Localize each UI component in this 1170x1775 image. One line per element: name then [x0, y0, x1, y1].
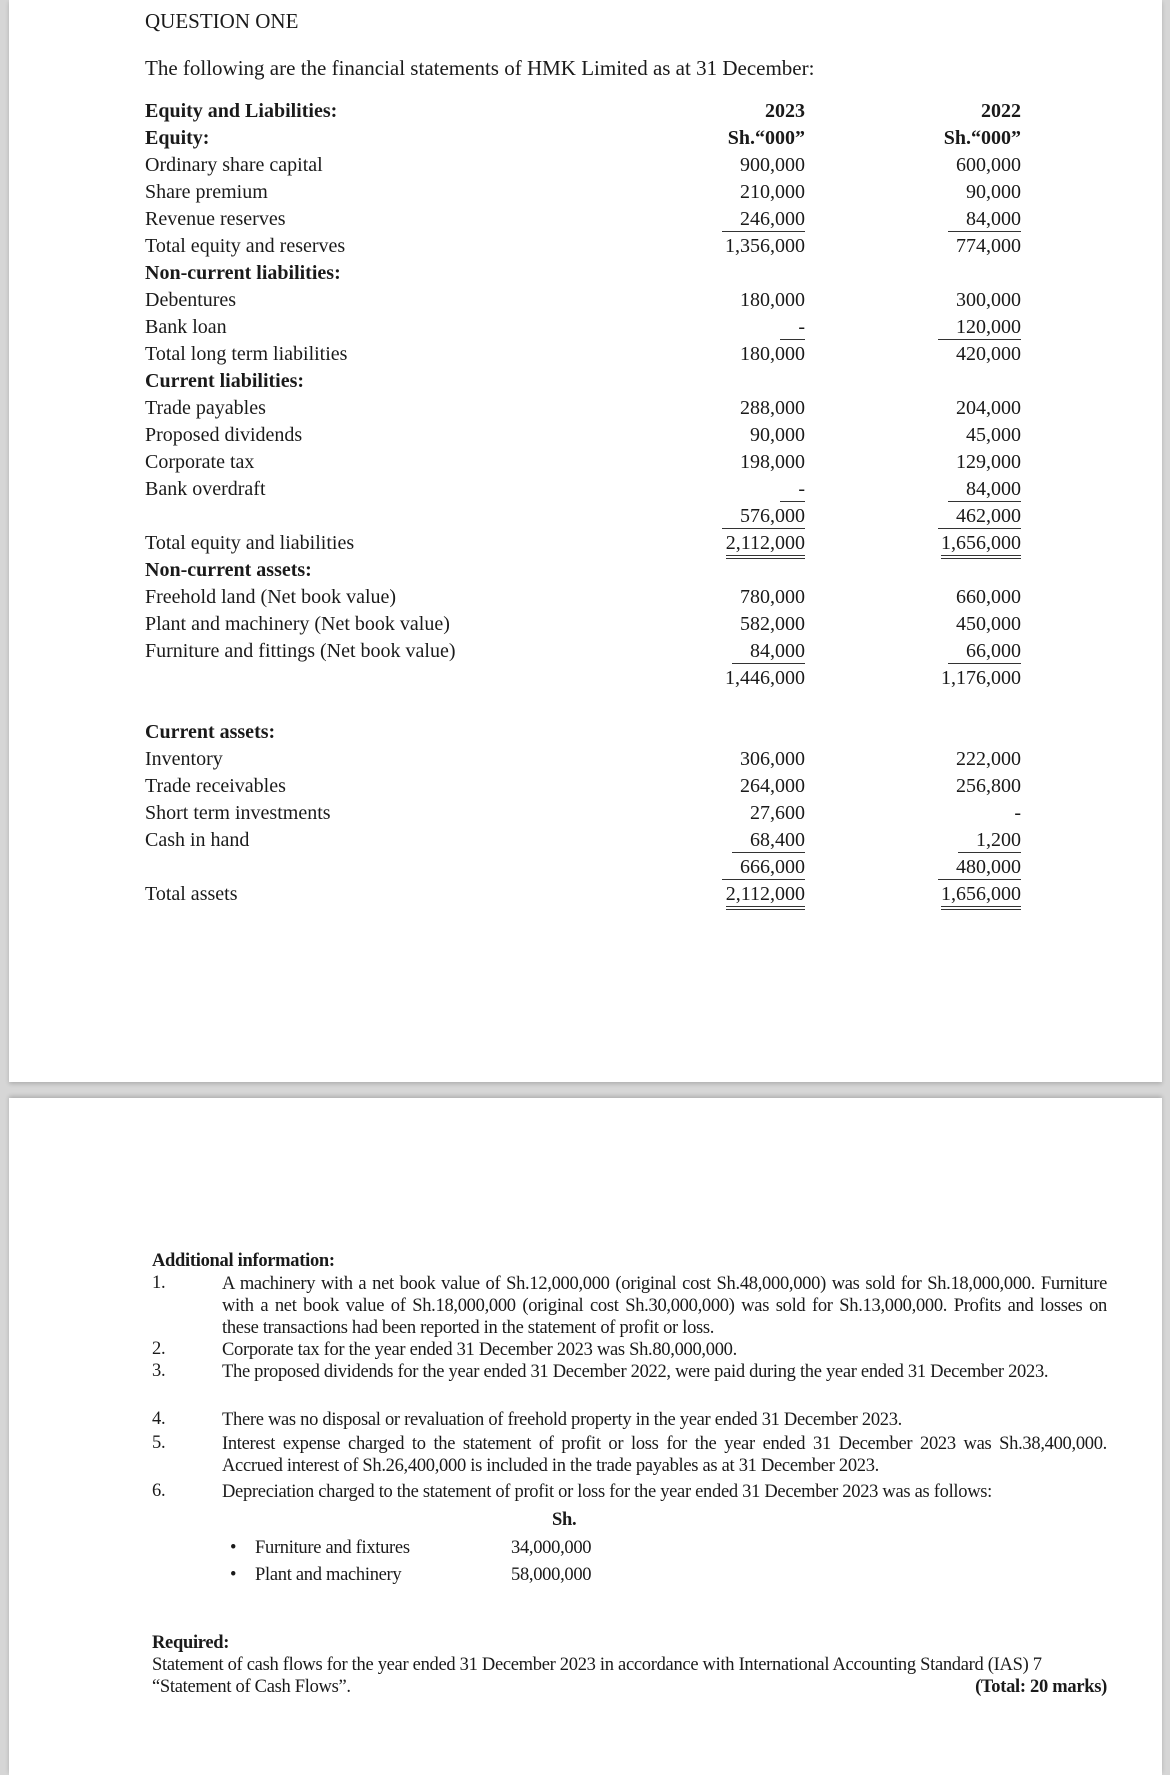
value-2023: 2,112,000: [726, 532, 805, 559]
statement-row: [9, 586, 1162, 613]
value-2022: Sh.“000”: [943, 127, 1021, 149]
statement-row: [9, 154, 1162, 181]
document-page-1: [9, 0, 1162, 1082]
statement-row: [9, 343, 1162, 370]
value-2022: 1,656,000: [941, 883, 1021, 910]
statement-header-row: [9, 100, 1162, 127]
value-2022: 1,176,000: [941, 667, 1021, 689]
row-label: Current liabilities:: [145, 370, 305, 392]
row-label: Corporate tax: [145, 451, 255, 473]
statement-row: [9, 181, 1162, 208]
value-2022: 84,000: [948, 208, 1021, 232]
row-label: Equity and Liabilities:: [145, 100, 338, 122]
bullet-icon: •: [230, 1565, 237, 1585]
row-label: Short term investments: [145, 802, 331, 824]
depreciation-value: 34,000,000: [511, 1538, 592, 1558]
value-2023: 2,112,000: [726, 883, 805, 910]
value-2023: 180,000: [740, 289, 805, 311]
value-2023: 576,000: [722, 505, 805, 529]
value-2022: 300,000: [956, 289, 1021, 311]
statement-row: [9, 694, 1162, 721]
row-label: Bank overdraft: [145, 478, 266, 500]
intro-text: The following are the financial statements of HMK Limited as at 31 December:: [145, 56, 815, 80]
statement-row: [9, 478, 1162, 505]
value-2023: 68,400: [732, 829, 805, 853]
row-label: Total equity and reserves: [145, 235, 346, 257]
statement-row: [9, 505, 1162, 532]
value-2023: 27,600: [750, 802, 805, 824]
total-marks: (Total: 20 marks): [975, 1677, 1107, 1697]
row-label: Bank loan: [145, 316, 227, 338]
row-label: Current assets:: [145, 721, 276, 743]
statement-row: [9, 316, 1162, 343]
statement-row: [9, 883, 1162, 910]
value-2023: 246,000: [722, 208, 805, 232]
value-2023: 582,000: [740, 613, 805, 635]
depreciation-header: Sh.: [552, 1510, 577, 1530]
depreciation-label: Furniture and fixtures: [255, 1538, 410, 1558]
row-label: Furniture and fittings (Net book value): [145, 640, 456, 662]
value-2022: 774,000: [956, 235, 1021, 257]
info-item-number: 1.: [152, 1273, 166, 1293]
value-2022: 120,000: [938, 316, 1021, 340]
value-2022: 256,800: [956, 775, 1021, 797]
row-label: Total assets: [145, 883, 238, 905]
row-label: Debentures: [145, 289, 237, 311]
value-2022: -: [1014, 802, 1021, 824]
value-2022: 2022: [981, 100, 1021, 122]
value-2023: 84,000: [732, 640, 805, 664]
row-label: Trade receivables: [145, 775, 286, 797]
info-item-text: Corporate tax for the year ended 31 December 2023 was Sh.80,000,000.: [222, 1340, 737, 1360]
value-2022: 480,000: [938, 856, 1021, 880]
value-2023: 780,000: [740, 586, 805, 608]
value-2022: 1,656,000: [941, 532, 1021, 559]
value-2023: 264,000: [740, 775, 805, 797]
value-2023: 1,356,000: [725, 235, 805, 257]
statement-row: [9, 397, 1162, 424]
statement-row: [9, 802, 1162, 829]
statement-row: [9, 451, 1162, 478]
statement-row: [9, 775, 1162, 802]
value-2022: 84,000: [948, 478, 1021, 502]
row-label: Share premium: [145, 181, 268, 203]
value-2023: 1,446,000: [725, 667, 805, 689]
required-description: Statement of cash flows for the year ended 31 December 2023 in accordance with International Accounting Standard (IAS) 7 “Statement of Cash Flows”.: [152, 1655, 1042, 1697]
info-item-number: 2.: [152, 1339, 166, 1359]
row-label: Total equity and liabilities: [145, 532, 355, 554]
depreciation-label: Plant and machinery: [255, 1565, 402, 1585]
statement-row: [9, 235, 1162, 262]
value-2022: 660,000: [956, 586, 1021, 608]
value-2022: 66,000: [948, 640, 1021, 664]
row-label: Total long term liabilities: [145, 343, 348, 365]
value-2022: 222,000: [956, 748, 1021, 770]
statement-section-heading: [9, 262, 1162, 289]
value-2023: 900,000: [740, 154, 805, 176]
row-label: Plant and machinery (Net book value): [145, 613, 450, 635]
statement-row: [9, 532, 1162, 559]
statement-row: [9, 829, 1162, 856]
value-2023: 90,000: [750, 424, 805, 446]
value-2023: -: [780, 478, 805, 502]
value-2022: 45,000: [966, 424, 1021, 446]
required-title: Required:: [152, 1633, 230, 1653]
value-2022: 600,000: [956, 154, 1021, 176]
bullet-icon: •: [230, 1538, 237, 1558]
statement-header-row: [9, 127, 1162, 154]
value-2023: 306,000: [740, 748, 805, 770]
statement-row: [9, 613, 1162, 640]
statement-row: [9, 856, 1162, 883]
value-2022: 450,000: [956, 613, 1021, 635]
statement-section-heading: [9, 559, 1162, 586]
statement-row: [9, 667, 1162, 694]
row-label: Freehold land (Net book value): [145, 586, 397, 608]
value-2023: 666,000: [722, 856, 805, 880]
statement-row: [9, 208, 1162, 235]
statement-section-heading: [9, 721, 1162, 748]
value-2023: 210,000: [740, 181, 805, 203]
required-section: [152, 1633, 1107, 1698]
row-label: Revenue reserves: [145, 208, 286, 230]
row-label: Non-current liabilities:: [145, 262, 341, 284]
info-item-text: The proposed dividends for the year ended 31 December 2022, were paid during the year ended 31 December 2023.: [222, 1362, 1049, 1382]
statement-section-heading: [9, 370, 1162, 397]
value-2023: 180,000: [740, 343, 805, 365]
additional-info-title: Additional information:: [152, 1251, 335, 1271]
value-2023: 2023: [765, 100, 805, 122]
row-label: Non-current assets:: [145, 559, 312, 581]
row-label: Inventory: [145, 748, 223, 770]
row-label: Cash in hand: [145, 829, 250, 851]
info-item-number: 5.: [152, 1433, 166, 1453]
value-2022: 204,000: [956, 397, 1021, 419]
question-title: QUESTION ONE: [145, 9, 299, 33]
statement-row: [9, 424, 1162, 451]
row-label: Proposed dividends: [145, 424, 303, 446]
depreciation-value: 58,000,000: [511, 1565, 592, 1585]
info-item-number: 3.: [152, 1361, 166, 1381]
value-2022: 129,000: [956, 451, 1021, 473]
value-2023: -: [780, 316, 805, 340]
info-item-text: A machinery with a net book value of Sh.12,000,000 (original cost Sh.48,000,000) was sold for Sh.18,000,000. Furniture with a net book value of Sh.18,000,000 (original cost Sh.30,000,000) was sold for Sh.13,000,000. Profits and losses on these transactions had been reported in the statement of profit or loss.: [222, 1274, 1107, 1338]
info-item-text: There was no disposal or revaluation of freehold property in the year ended 31 December 2023.: [222, 1410, 902, 1430]
info-item-number: 4.: [152, 1409, 166, 1429]
info-item-text: Interest expense charged to the statement of profit or loss for the year ended 31 December 2023 was Sh.38,400,000. Accrued interest of Sh.26,400,000 is included in the trade payables as at 31 December 2023.: [222, 1434, 1107, 1476]
statement-row: [9, 640, 1162, 667]
info-item-text: Depreciation charged to the statement of profit or loss for the year ended 31 December 2023 was as follows:: [222, 1482, 992, 1502]
row-label: Trade payables: [145, 397, 266, 419]
row-label: Ordinary share capital: [145, 154, 323, 176]
value-2022: 1,200: [958, 829, 1021, 853]
value-2022: 420,000: [956, 343, 1021, 365]
statement-row: [9, 748, 1162, 775]
value-2022: 462,000: [938, 505, 1021, 529]
value-2023: Sh.“000”: [727, 127, 805, 149]
required-text: [152, 1654, 1107, 1698]
document-page-2: [9, 1098, 1162, 1775]
value-2023: 288,000: [740, 397, 805, 419]
info-item-number: 6.: [152, 1481, 166, 1501]
statement-row: [9, 289, 1162, 316]
value-2022: 90,000: [966, 181, 1021, 203]
additional-information: [152, 1251, 1112, 1585]
value-2023: 198,000: [740, 451, 805, 473]
row-label: Equity:: [145, 127, 210, 149]
